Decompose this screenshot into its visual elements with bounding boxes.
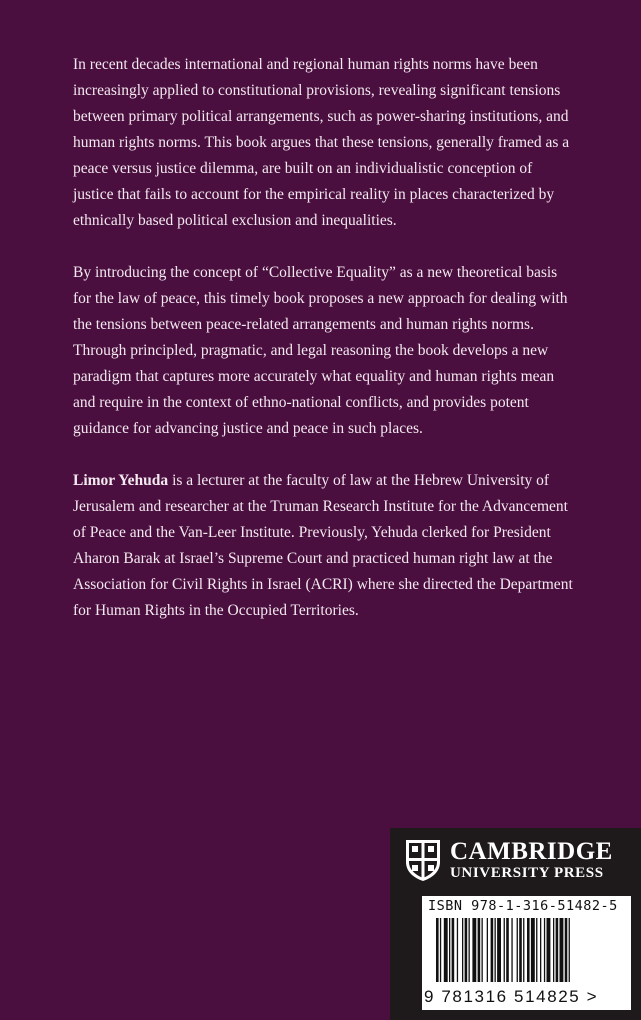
author-name: Limor Yehuda xyxy=(73,472,169,489)
description-paragraph-2: By introducing the concept of “Collective Equality” as a new theoretical basis for the law of peace, this timely book proposes a new approach for dealing with the tensions between peace-related arrangements and human rights norms. Through principled, pragmatic, and legal reasoning the book develops a new paradigm that captures more accurately what equality and human rights mean and require in the context of ethno-national conflicts, and provides potent guidance for advancing justice and peace in such places. xyxy=(73,264,568,437)
publisher-panel xyxy=(390,828,641,1020)
description-paragraph-1: In recent decades international and regional human rights norms have been increasingly applied to constitutional provisions, revealing significant tensions between primary political arrangements, such as power-sharing institutions, and human rights norms. This book argues that these tensions, generally framed as a peace versus justice dilemma, are built on an individualistic conception of justice that fails to account for the empirical reality in places characterized by ethnically based political exclusion and inequalities. xyxy=(73,56,570,229)
barcode-bars xyxy=(430,918,624,986)
isbn-barcode xyxy=(422,896,631,1010)
isbn-label: ISBN 978-1-316-51482-5 xyxy=(428,898,618,914)
barcode-number: 9 781316 514825 > xyxy=(424,987,599,1006)
shield-icon xyxy=(404,838,442,882)
author-bio-text: is a lecturer at the faculty of law at the Hebrew University of Jerusalem and researcher at the Truman Research Institute for the Advancement of Peace and the Van-Leer Institute. Previously, Yehuda clerked for President Aharon Barak at Israel’s Supreme Court and practiced human right law at the Association for Civil Rights in Israel (ACRI) where she directed the Department for Human Rights in the Occupied Territories. xyxy=(73,472,573,619)
author-bio xyxy=(73,468,573,624)
back-cover-text xyxy=(73,52,573,650)
publisher-subtitle: UNIVERSITY PRESS xyxy=(450,865,604,881)
publisher-logo xyxy=(404,838,613,882)
publisher-name: CAMBRIDGE xyxy=(450,838,613,865)
publisher-wordmark xyxy=(450,839,613,881)
